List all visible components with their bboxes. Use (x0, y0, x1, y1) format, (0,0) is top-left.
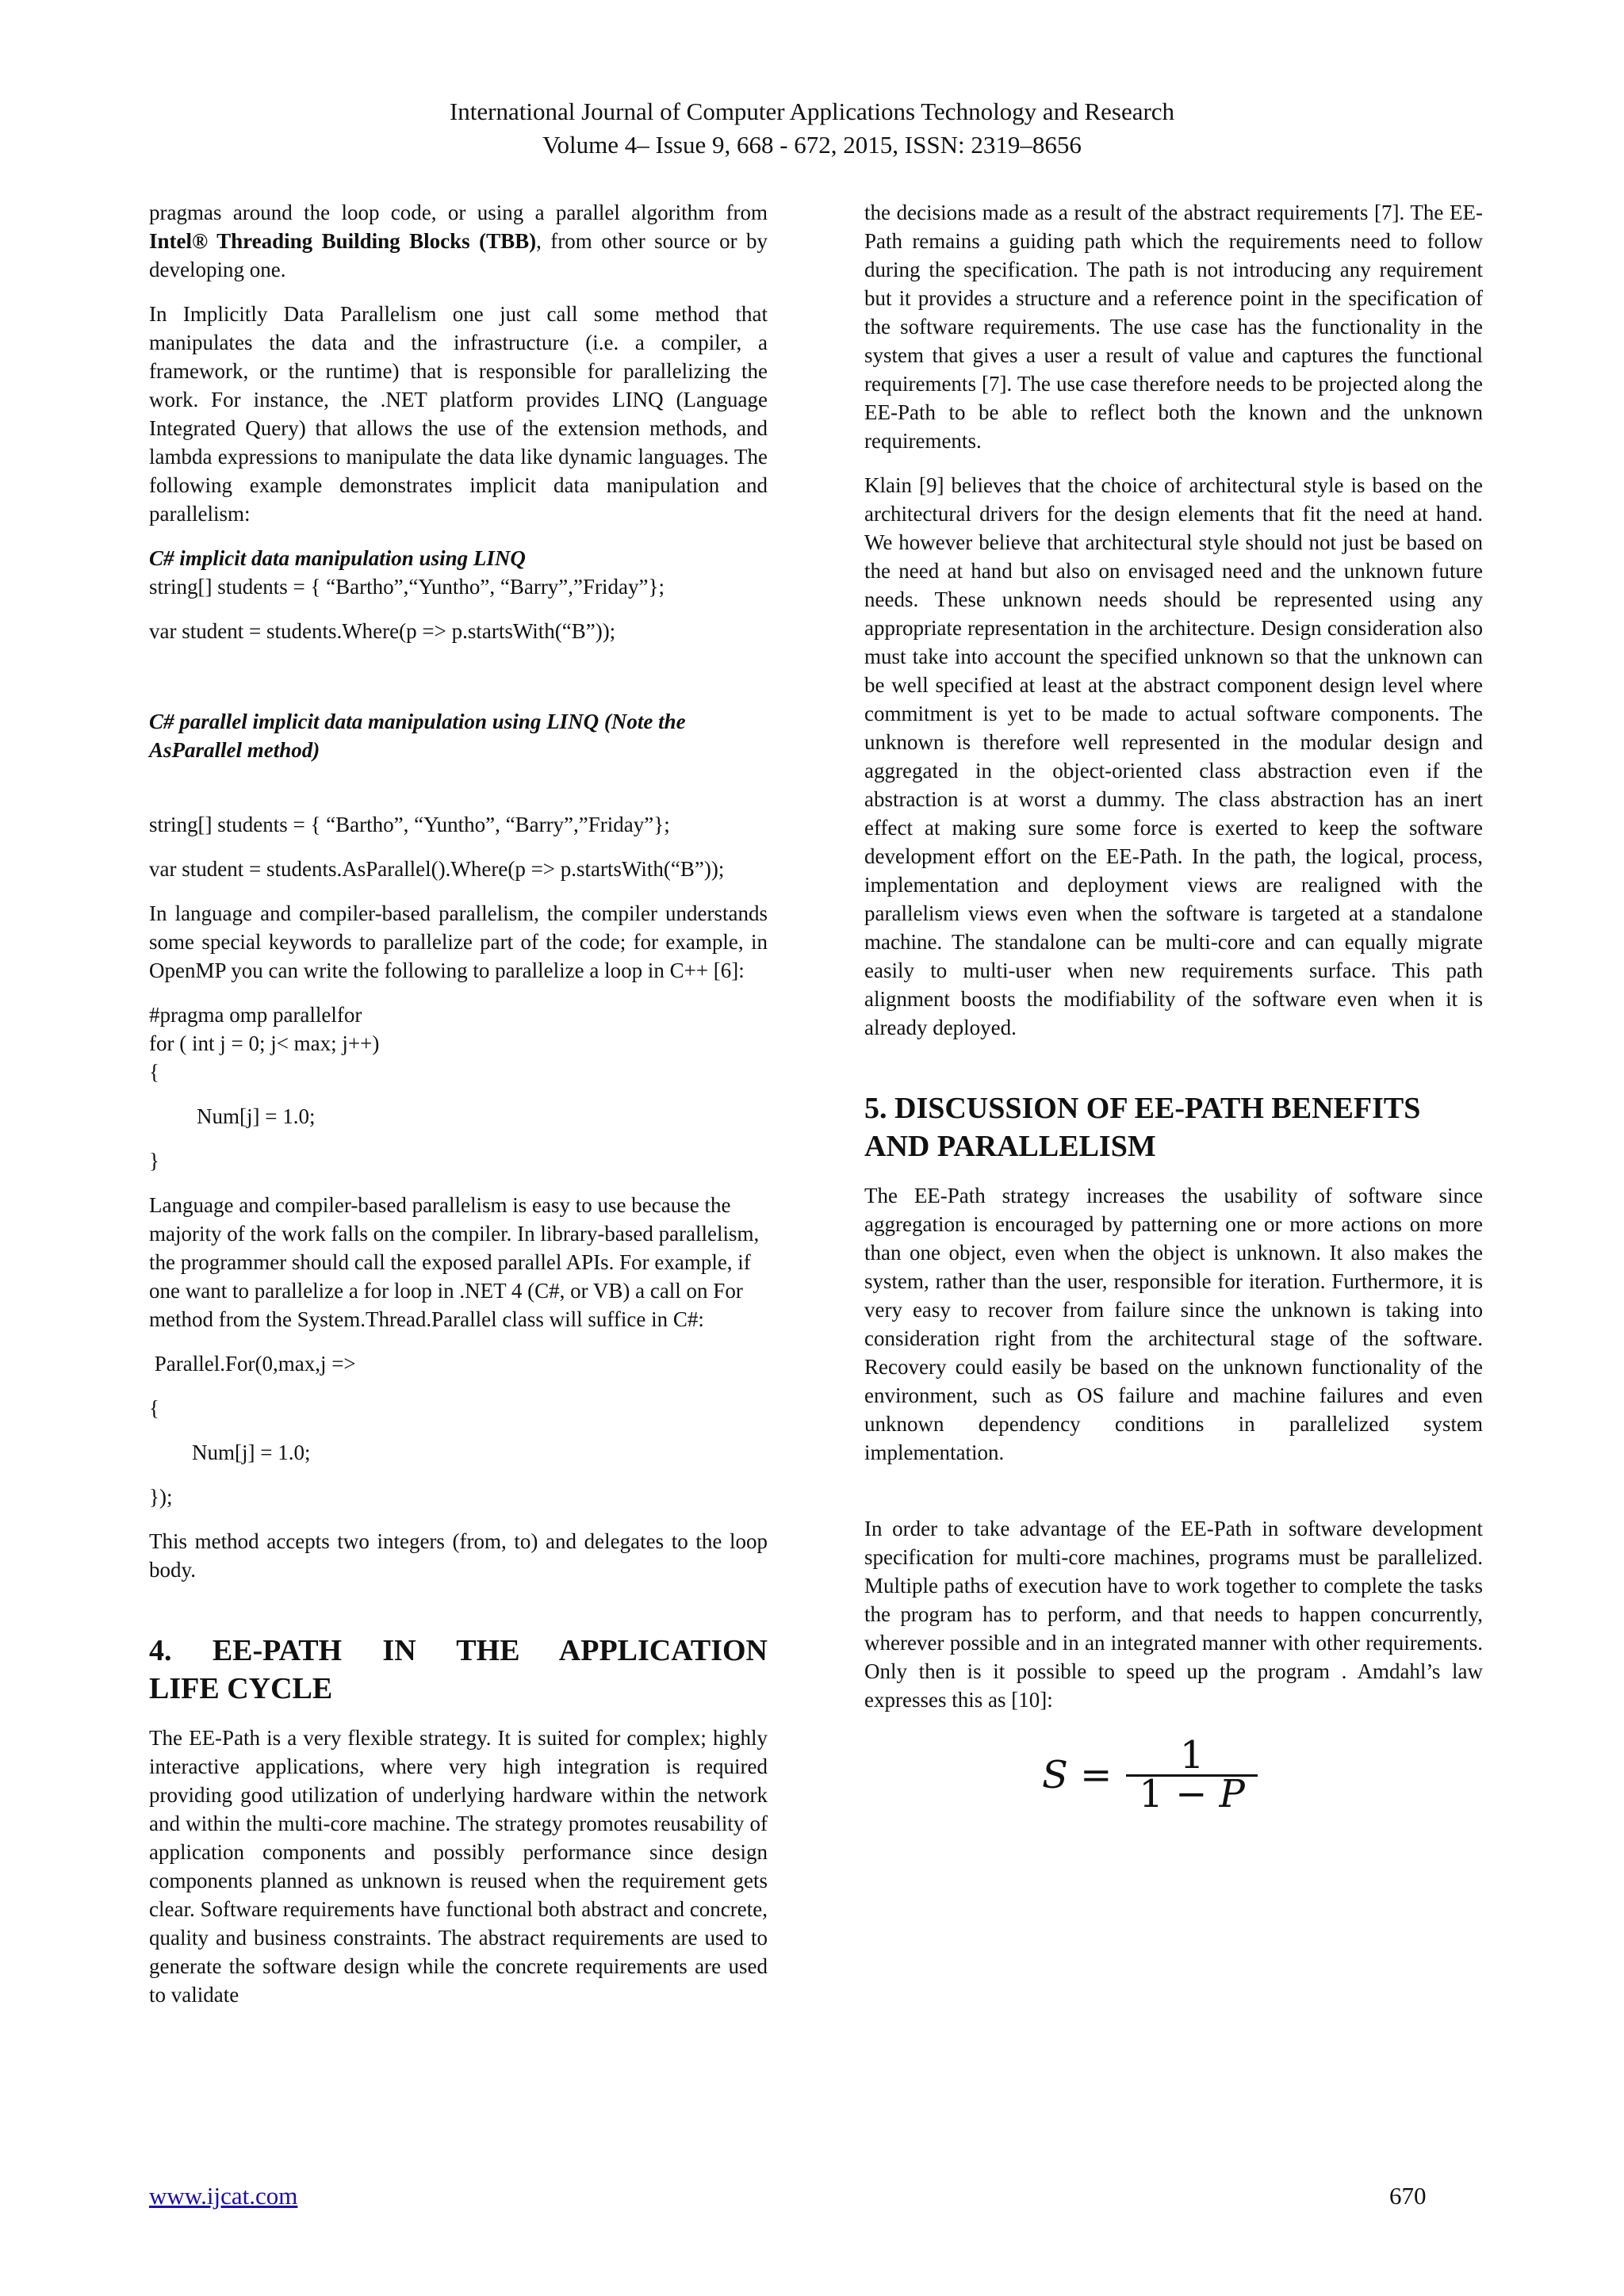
code-line: Num[j] = 1.0; (197, 1104, 316, 1128)
code-caption: C# parallel implicit data manipulation using LINQ (Note the AsParallel method) (149, 710, 686, 762)
paragraph: In language and compiler-based parallelism, the compiler understands some special keywords to parallelize part of the code; for example, in OpenMP you can write the following to parallelize a loop in C++ [6]: (149, 901, 768, 982)
amdahl-formula (817, 1733, 1483, 1816)
journal-header (0, 95, 1624, 162)
paragraph: This method accepts two integers (from, to) and delegates to the loop body. (149, 1529, 768, 1582)
paragraph: The EE-Path strategy increases the usability of software since aggregation is encouraged by patterning one or more actions on more than one object, even when the object is unknown. It also makes the system, rather than the user, responsible for iteration. Furthermore, it is very easy to recover from failure since the unknown is taking into consideration right from the architectural stage of the software. Recovery could easily be based on the unknown functionality of the environment, such as OS failure and machine failures and even unknown dependency conditions in parallelized system implementation. (864, 1184, 1483, 1464)
code-line: var student = students.AsParallel().Where(p => p.startsWith(“B”)); (149, 857, 725, 881)
code-line: } (149, 1149, 159, 1173)
journal-title: International Journal of Computer Applications Technology and Research (449, 98, 1175, 125)
code-caption: C# implicit data manipulation using LINQ (149, 546, 526, 570)
code-line: Num[j] = 1.0; (192, 1441, 311, 1464)
formula-numerator: 1 (1179, 1733, 1205, 1777)
code-line: for ( int j = 0; j< max; j++) (149, 1031, 380, 1055)
journal-volume: Volume 4– Issue 9, 668 - 672, 2015, ISSN: 2319–8656 (542, 131, 1082, 159)
code-line: }); (149, 1485, 173, 1509)
paragraph: In Implicitly Data Parallelism one just call some method that manipulates the data and the infrastructure (i.e. a compiler, a framework, or the runtime) that is responsible for parallelizing the work. For instance, the .NET platform provides LINQ (Language Integrated Query) that allows the use of the extension methods, and lambda expressions to manipulate the data like dynamic languages. The following example demonstrates implicit data manipulation and parallelism: (149, 302, 768, 526)
code-line: { (149, 1060, 159, 1084)
formula-fraction (1126, 1733, 1258, 1816)
bold-term: Intel® Threading Building Blocks (TBB) (149, 229, 537, 253)
section-heading: 4. EE-PATH IN THE APPLICATION LIFE CYCLE (149, 1634, 768, 1705)
formula-lhs: S = (1042, 1752, 1113, 1797)
journal-website-link[interactable]: www.ijcat.com (149, 2182, 298, 2210)
code-line: var student = students.Where(p => p.startsWith(“B”)); (149, 619, 616, 643)
paragraph: the decisions made as a result of the abstract requirements [7]. The EE-Path remains a guiding path which the requirements need to follow during the specification. The path is not introducing any requirement but it provides a structure and a reference point in the specification of the software requirements. The use case has the functionality in the system that gives a user a result of value and captures the functional requirements [7]. The use case therefore needs to be projected along the EE-Path to be able to reflect both the known and the unknown requirements. (864, 201, 1483, 453)
code-line: { (149, 1396, 159, 1420)
code-line: string[] students = { “Bartho”,“Yuntho”, “Barry”,”Friday”}; (149, 575, 665, 599)
code-line: string[] students = { “Bartho”, “Yuntho”, “Barry”,”Friday”}; (149, 813, 670, 836)
page-number: 670 (1389, 2182, 1427, 2210)
paragraph: Language and compiler-based parallelism is easy to use because the majority of the work falls on the compiler. In library-based parallelism, the programmer should call the exposed parallel APIs. For example, if one want to parallelize a for loop in .NET 4 (C#, or VB) a call on For method from the System.Thread.Parallel class will suffice in C#: (149, 1193, 760, 1331)
left-column (149, 198, 768, 2025)
right-column (864, 198, 1483, 1816)
paragraph: In order to take advantage of the EE-Path in software development specification for multi-core machines, programs must be parallelized. Multiple paths of execution have to work together to complete the tasks the program has to perform, and that needs to happen concurrently, wherever possible and in an integrated manner with other requirements. Only then is it possible to speed up the program . Amdahl’s law expresses this as [10]: (864, 1517, 1483, 1712)
section-heading: 5. DISCUSSION OF EE-PATH BENEFITS AND PARALLELISM (864, 1092, 1421, 1163)
paragraph: pragmas around the loop code, or using a parallel algorithm from Intel® Threading Building Blocks (TBB), from other source or by developing one. (149, 201, 768, 281)
paragraph: Klain [9] believes that the choice of architectural style is based on the architectural drivers for the design elements that fit the need at hand. We however believe that architectural style should not just be based on the need at hand but also on envisaged need and the unknown future needs. These unknown needs should be represented using any appropriate representation in the architecture. Design consideration also must take into account the specified unknown so that the unknown can be well specified at least at the abstract component design level where commitment is yet to be made to actual software components. The unknown is therefore well represented in the modular design and aggregated in the object-oriented class abstraction even if the abstraction is at worst a dummy. The class abstraction has an inert effect at making sure some force is exerted to keep the software development effort on the EE-Path. In the path, the logical, process, implementation and deployment views are realigned with the parallelism views even when the software is targeted at a standalone machine. The standalone can be multi-core and can equally migrate easily to multi-user when new requirements surface. This path alignment boosts the modifiability of the software even when it is already deployed. (864, 473, 1483, 1039)
formula-denominator: 1 − P (1126, 1774, 1258, 1808)
paragraph: The EE-Path is a very flexible strategy. It is suited for complex; highly interactive applications, where very high integration is required providing good utilization of underlying hardware within the network and within the multi-core machine. The strategy promotes reusability of application components and possibly performance since design components planned as unknown is reused when the requirement gets clear. Software requirements have functional both abstract and concrete, quality and business constraints. The abstract requirements are used to generate the software design while the concrete requirements are used to validate (149, 1726, 768, 2007)
code-line: #pragma omp parallelfor (149, 1003, 362, 1027)
code-line: Parallel.For(0,max,j => (149, 1352, 356, 1376)
